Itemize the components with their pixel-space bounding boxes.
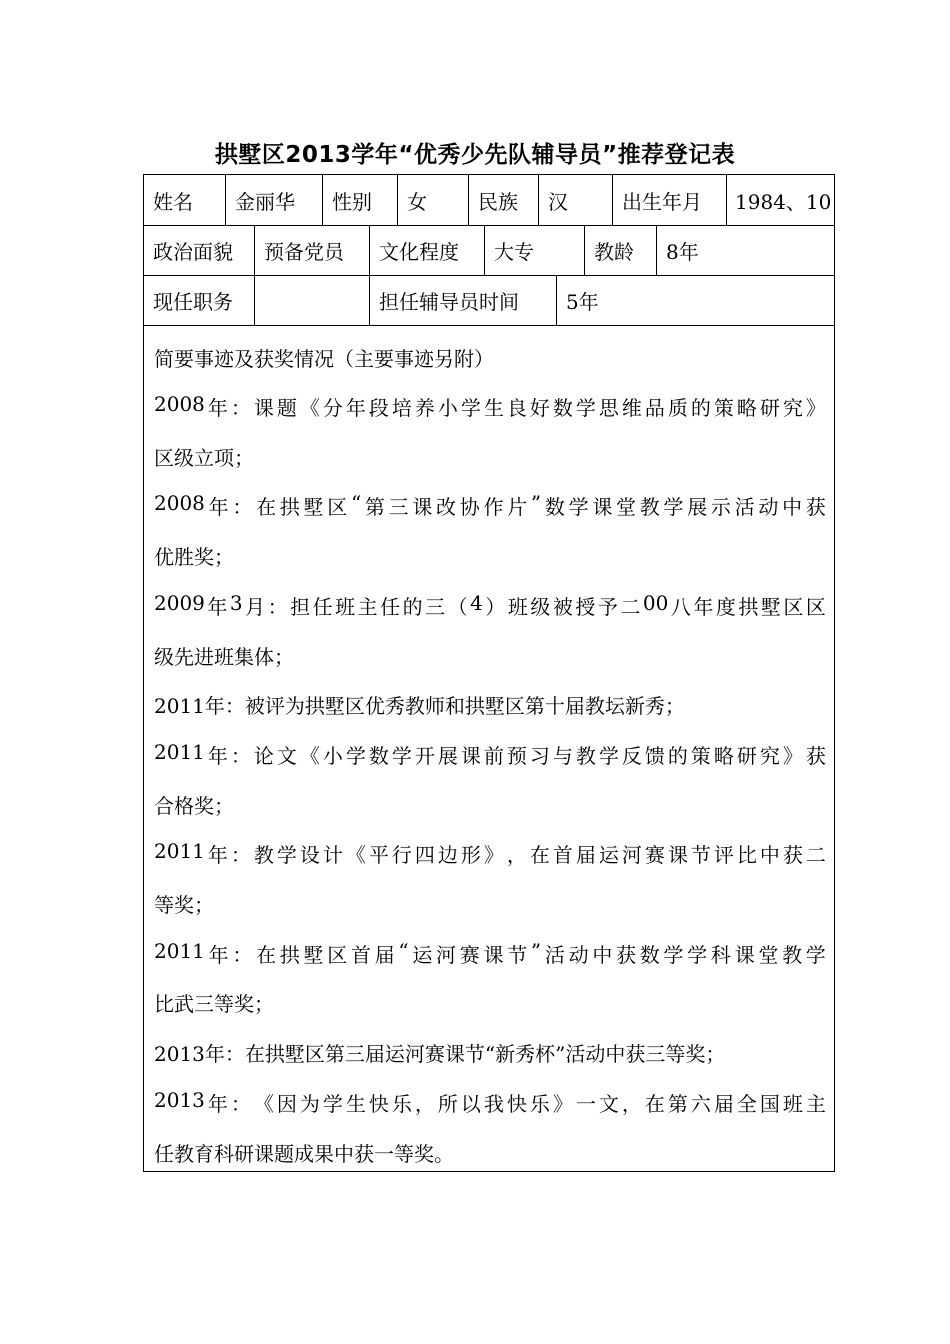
achievements-header: 简要事迹及获奖情况（主要事迹另附）: [154, 347, 494, 371]
current-position-label: 现任职务: [144, 276, 255, 325]
achievement-line: 2009 年 3 月 ： 担 任 班 主 任 的 三 （ 4 ） 班 级 被 授 予 二 00 八 年 度 拱 墅 区 区: [154, 590, 826, 619]
form-row-profile: [144, 226, 834, 276]
achievement-line: 2008 年 ： 课 题 《 分 年 段 培 养 小 学 生 良 好 数 学 思 维 品 质 的 策 略 研 究 》: [154, 392, 826, 420]
gender-value: 女: [398, 175, 469, 225]
achievement-line: 任教育科研课题成果中获一等奖。: [154, 1141, 454, 1166]
form-row-position: [144, 276, 834, 326]
political-status-label: 政治面貌: [144, 226, 255, 275]
achievement-line: 等奖；: [154, 893, 214, 917]
name-value: 金丽华: [226, 175, 323, 225]
teaching-age-label: 教龄: [585, 226, 657, 275]
counselor-time-label: 担任辅导员时间: [370, 276, 557, 325]
gender-label: 性别: [323, 175, 398, 225]
achievement-line: 级先进班集体；: [154, 644, 294, 669]
achievement-line: 2011年：被评为拱墅区优秀教师和拱墅区第十届教坛新秀；: [154, 694, 685, 719]
achievement-line: 2013 年 ： 《 因 为 学 生 快 乐 ， 所 以 我 快 乐 》 一 文 ， 在 第 六 届 全 国 班 主: [154, 1087, 826, 1116]
achievement-line: 优胜奖；: [154, 545, 234, 570]
registration-form-table: [143, 174, 835, 1172]
birth-date-label: 出生年月: [613, 175, 727, 225]
education-label: 文化程度: [370, 226, 485, 275]
achievement-line: 2011 年 ： 论 文 《 小 学 数 学 开 展 课 前 预 习 与 教 学 反 馈 的 策 略 研 究 》 获: [154, 739, 826, 768]
achievements-section: [144, 325, 834, 1171]
birth-date-value: 1984、10: [735, 189, 832, 214]
achievement-line: 区级立项；: [154, 445, 254, 470]
current-position-value: [255, 276, 370, 325]
education-value: 大专: [485, 226, 585, 275]
ethnicity-value: 汉: [539, 175, 613, 225]
form-title: 拱墅区2013学年“优秀少先队辅导员”推荐登记表: [214, 142, 736, 168]
name-label: 姓名: [144, 175, 226, 225]
counselor-time-value: 5年: [566, 290, 599, 314]
achievement-line: 比武三等奖；: [154, 992, 274, 1017]
achievement-line: 合格奖；: [154, 793, 234, 818]
achievement-line: 2008 年 ： 在 拱 墅 区 “ 第 三 课 改 协 作 片 ” 数 学 课 堂 教 学 展 示 活 动 中 获: [154, 491, 826, 520]
teaching-age-value: 8年: [666, 240, 699, 264]
political-status-value: 预备党员: [255, 226, 370, 275]
ethnicity-label: 民族: [469, 175, 539, 225]
achievement-line: 2013年：在拱墅区第三届运河赛课节“新秀杯”活动中获三等奖；: [154, 1042, 726, 1067]
form-row-basic-info: [144, 175, 834, 226]
achievement-line: 2011 年 ： 教 学 设 计 《 平 行 四 边 形 》 ， 在 首 届 运 河 赛 课 节 评 比 中 获 二: [154, 839, 826, 868]
achievement-line: 2011 年 ： 在 拱 墅 区 首 届 “ 运 河 赛 课 节 ” 活 动 中 获 数 学 学 科 课 堂 教 学: [154, 938, 826, 967]
